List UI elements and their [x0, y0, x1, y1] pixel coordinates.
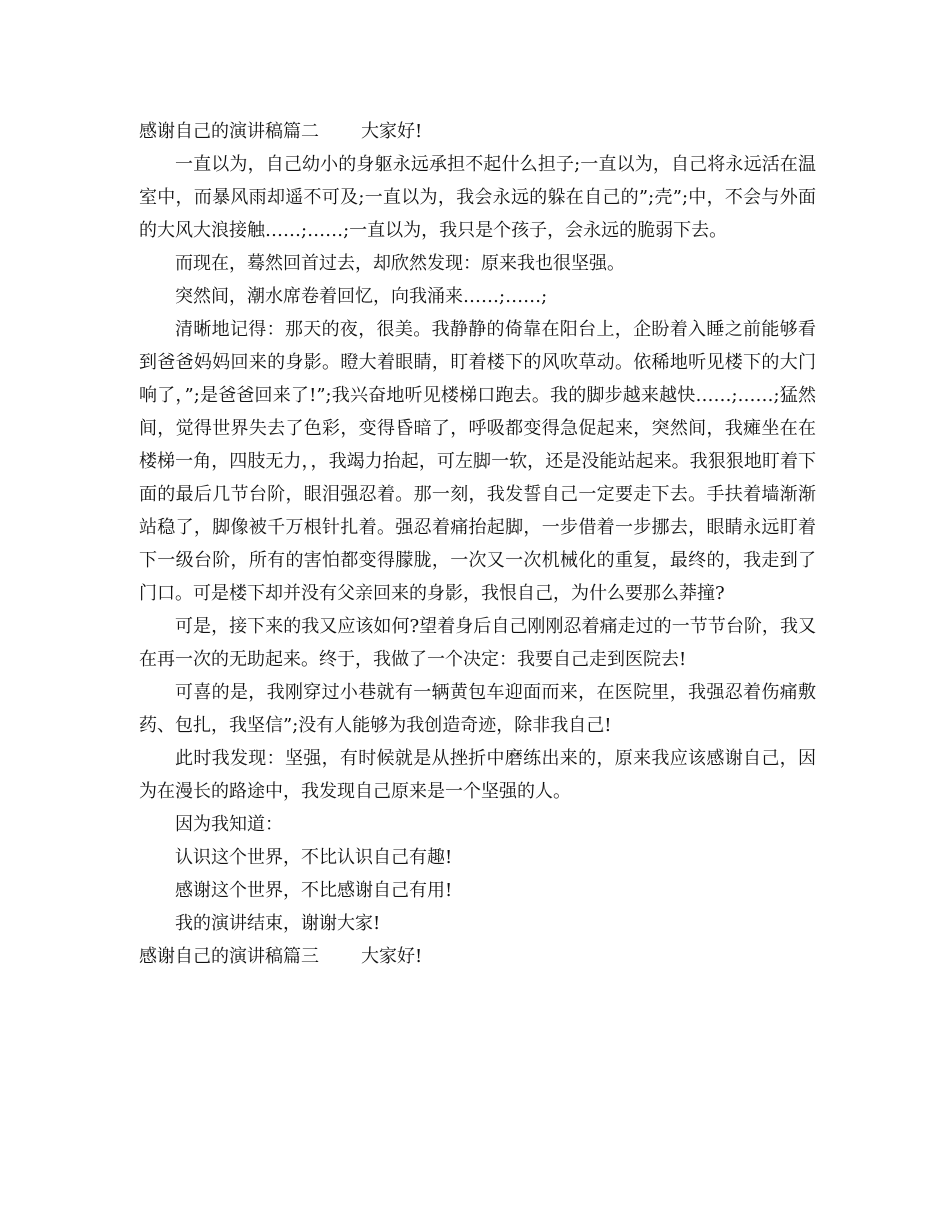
paragraph: 可是，接下来的我又应该如何?望着身后自己刚刚忍着痛走过的一节节台阶，我又在再一次的无助起来。终于，我做了一个决定：我要自己走到医院去! [139, 616, 816, 670]
paragraph: 感谢这个世界，不比感谢自己有用! [175, 880, 453, 901]
paragraph: 而现在，蓦然回首过去，却欣然发现：原来我也很坚强。 [175, 253, 625, 274]
section-title: 感谢自己的演讲稿篇三 [139, 946, 319, 967]
paragraph: 认识这个世界，不比认识自己有趣! [175, 847, 453, 868]
document-body [139, 115, 816, 973]
section-heading-3 [139, 940, 816, 973]
paragraph: 因为我知道： [175, 814, 283, 835]
section-title: 感谢自己的演讲稿篇二 [139, 121, 319, 142]
section-heading-2 [139, 115, 816, 148]
paragraph: 可喜的是，我刚穿过小巷就有一辆黄包车迎面而来，在医院里，我强忍着伤痛敷药、包扎，我坚信”;没有人能够为我创造奇迹，除非我自己! [139, 682, 816, 736]
paragraph: 清晰地记得：那天的夜，很美。我静静的倚靠在阳台上，企盼着入睡之前能够看到爸爸妈妈回来的身影。瞪大着眼睛，盯着楼下的风吹草动。依稀地听见楼下的大门响了，”;是爸爸回来了!”;我兴奋地听见楼梯口跑去。我的脚步越来越快……;……;猛然间，觉得世界失去了色彩，变得昏暗了，呼吸都变得急促起来，突然间，我瘫坐在在楼梯一角，四肢无力，，我竭力抬起，可左脚一软，还是没能站起来。我狠狠地盯着下面的最后几节台阶，眼泪强忍着。那一刻，我发誓自己一定要走下去。手扶着墙渐渐站稳了，脚像被千万根针扎着。强忍着痛抬起脚，一步借着一步挪去，眼睛永远盯着下一级台阶，所有的害怕都变得朦胧，一次又一次机械化的重复，最终的，我走到了门口。可是楼下却并没有父亲回来的身影，我恨自己，为什么要那么莽撞? [139, 319, 816, 604]
paragraph: 我的演讲结束，谢谢大家! [175, 913, 381, 934]
paragraph: 一直以为，自己幼小的身躯永远承担不起什么担子;一直以为，自己将永远活在温室中，而暴风雨却遥不可及;一直以为，我会永远的躲在自己的”;壳”;中，不会与外面的大风大浪接触……;……;一直以为，我只是个孩子，会永远的脆弱下去。 [139, 154, 816, 241]
paragraph: 此时我发现：坚强，有时候就是从挫折中磨练出来的，原来我应该感谢自己，因为在漫长的路途中，我发现自己原来是一个坚强的人。 [139, 748, 816, 802]
section-greeting: 大家好! [361, 946, 423, 967]
paragraph: 突然间，潮水席卷着回忆，向我涌来……;……; [175, 286, 548, 307]
section-greeting: 大家好! [361, 121, 423, 142]
